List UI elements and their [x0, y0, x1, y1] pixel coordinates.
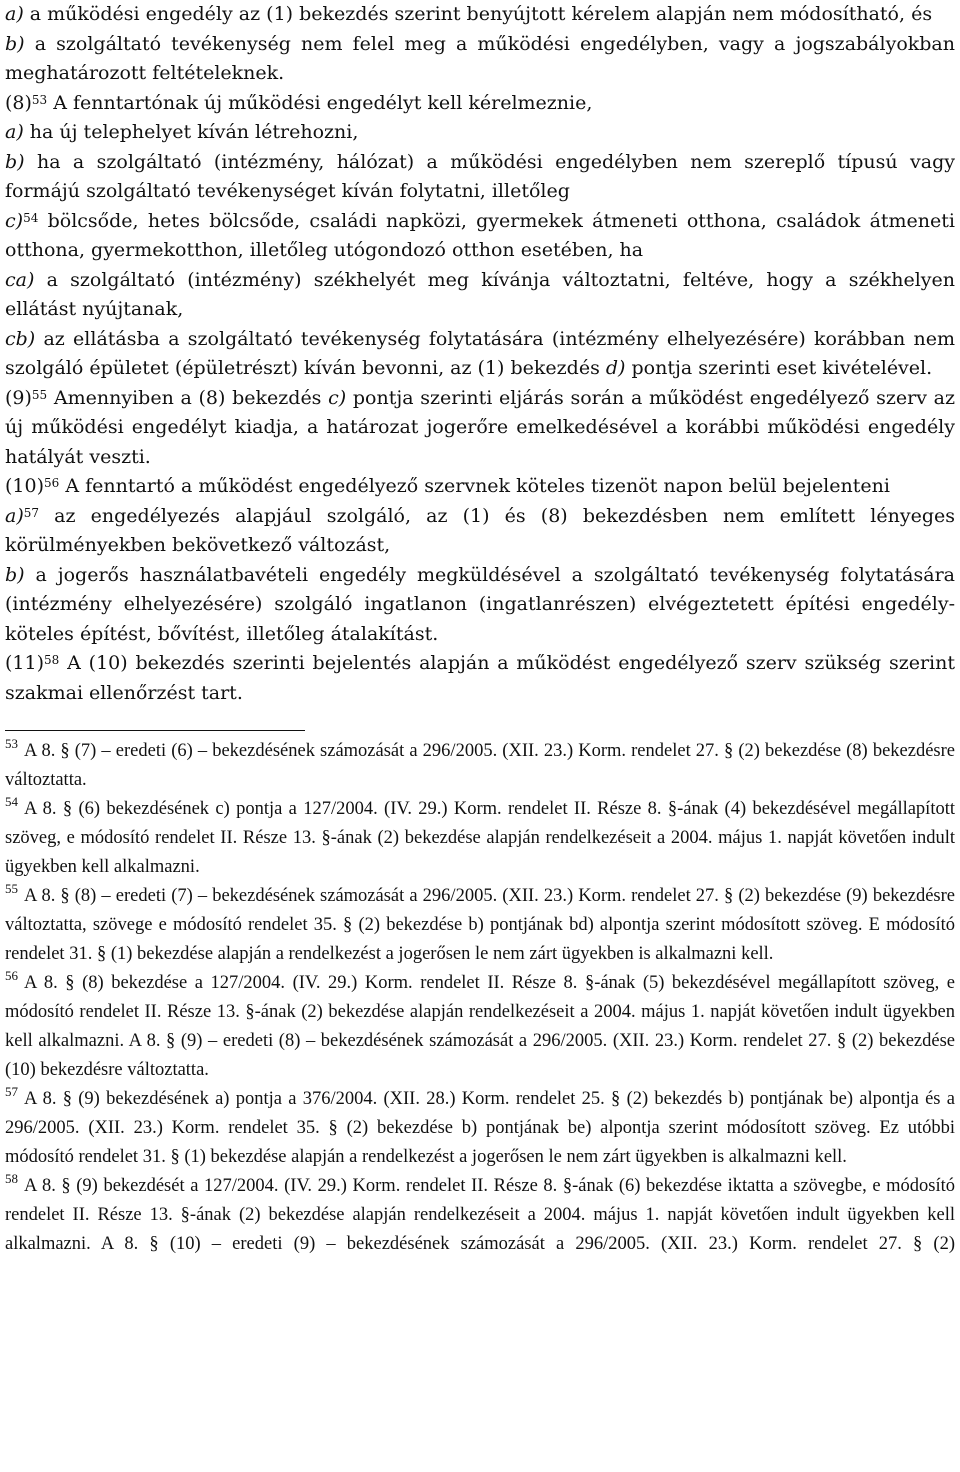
paragraph-number: (8)	[5, 91, 32, 114]
paragraph-8	[5, 89, 955, 119]
main-text	[5, 0, 955, 708]
point-text: ha a szolgáltató (intézmény, hálózat) a működési engedélyben nem szereplő típusú vagy formájú szolgáltató tevékenységet kíván folytatni, illetőleg	[5, 150, 955, 202]
footnote-text: A 8. § (8) – eredeti (7) – bekezdésének számozását a 296/2005. (XII. 23.) Korm. rendelet 27. § (2) bekezdése (9) bekezdésre változtatta, szövege e módosító rendelet 35. § (2) bekezdése b) pontjának bd) alpontja szerint módosított szöveg. E módosító rendelet 31. § (1) bekezdése alapján a rendelkezést a jogerősen le nem zárt ügyekben is alkalmazni kell.	[5, 886, 955, 964]
footnote-number: 56	[5, 968, 18, 983]
point-label: a)	[5, 3, 24, 25]
footnote-ref[interactable]: 56	[44, 476, 60, 490]
footnote-ref[interactable]: 58	[44, 653, 60, 667]
paragraph-8-cb	[5, 325, 955, 384]
footnote	[5, 737, 955, 795]
paragraph-10-b	[5, 561, 955, 650]
point-label: b)	[5, 150, 25, 173]
paragraph-text: A (10) bekezdés szerinti bejelentés alapján a működést engedélyező szerv szükség szerint szakmai ellenőrzést tart.	[5, 652, 955, 704]
point-label: a)	[5, 121, 24, 143]
paragraph-8-a	[5, 118, 955, 148]
point-text: pontja szerinti eset kivételével.	[625, 357, 933, 379]
paragraph-9	[5, 384, 955, 473]
point-label: ca)	[5, 268, 35, 291]
paragraph-11	[5, 649, 955, 708]
footnote-ref[interactable]: 57	[23, 505, 40, 520]
point-text: ha új telephelyet kíván létrehozni,	[23, 121, 359, 143]
point-label: b)	[5, 32, 25, 55]
footnote-text: A 8. § (7) – eredeti (6) – bekezdésének számozását a 296/2005. (XII. 23.) Korm. rendelet 27. § (2) bekezdése (8) bekezdésre változtatta.	[5, 741, 955, 790]
paragraph-8-c	[5, 207, 955, 266]
point-b	[5, 30, 955, 89]
footnote-number: 57	[5, 1084, 18, 1099]
point-label: a)	[5, 504, 24, 527]
footnote	[5, 1172, 955, 1259]
point-text: az ellátásba a szolgáltató tevékenység folytatására (intézmény elhelyezésére) korábban nem szolgáló épületet (épületrészt) kíván bevonni, az (1) bekezdés	[5, 327, 955, 379]
footnote	[5, 795, 955, 882]
paragraph-number: (10)	[5, 475, 45, 497]
point-label: c)	[5, 209, 24, 232]
paragraph-text: A fenntartó a működést engedélyező szervnek köteles tizenöt napon belül bejelenteni	[59, 475, 890, 497]
footnote-number: 54	[5, 794, 18, 809]
point-label: cb)	[5, 327, 36, 350]
footnote	[5, 882, 955, 969]
footnote-text: A 8. § (9) bekezdését a 127/2004. (IV. 29.) Korm. rendelet II. Része 8. §-ának (6) bekezdése iktatta a szövegbe, e módosító rendelet II. Része 13. §-ának (2) bekezdése alapján rendelkezéseit a 2004. május 1. napját követően indult ügyekben kell alkalmazni. A 8. § (10) – eredeti (9) – bekezdésének számozását a 296/2005. (XII. 23.) Korm. rendelet 27. § (2)	[5, 1176, 955, 1254]
paragraph-text: pontja szerinti eljárás során a működést engedélyező szerv az új működési engedélyt kiadja, a határozat jogerőre emelkedésével a korábbi működési engedély hatályát veszti.	[5, 386, 955, 468]
point-text: a működési engedély az (1) bekezdés szerint benyújtott kérelem alapján nem módosítható, és	[23, 3, 933, 25]
footnote-separator	[5, 730, 305, 731]
footnotes	[5, 737, 955, 1259]
document-page	[5, 0, 955, 1259]
point-label: b)	[5, 563, 25, 586]
paragraph-number: (11)	[5, 652, 45, 674]
point-reference: d)	[605, 357, 626, 379]
footnote-number: 55	[5, 881, 18, 896]
footnote-text: A 8. § (8) bekezdése a 127/2004. (IV. 29.) Korm. rendelet II. Része 8. §-ának (5) bekezdésével megállapított szöveg, e módosító rendelet II. Része 13. §-ának (2) bekezdése alapján rendelkezéseit a 2004. május 1. napját követően indult ügyekben kell alkalmazni. A 8. § (9) – eredeti (8) – bekezdésének számozását a 296/2005. (XII. 23.) Korm. rendelet 27. § (2) bekezdése (10) bekezdésre változtatta.	[5, 973, 955, 1080]
paragraph-8-b	[5, 148, 955, 207]
footnote-number: 53	[5, 736, 18, 751]
footnote-ref[interactable]: 55	[31, 387, 48, 402]
point-text: a szolgáltató (intézmény) székhelyét meg kívánja változtatni, feltéve, hogy a székhelyen ellátást nyújtanak,	[5, 268, 955, 320]
point-text: az engedélyezés alapjául szolgáló, az (1) és (8) bekezdésben nem említett lényeges körülményekben bekövetkező változást,	[5, 504, 955, 556]
paragraph-10-a	[5, 502, 955, 561]
point-reference: c)	[328, 386, 347, 409]
paragraph-number: (9)	[5, 386, 32, 409]
paragraph-text: Amennyiben a (8) bekezdés	[47, 386, 329, 409]
footnote	[5, 969, 955, 1085]
point-a	[5, 0, 955, 30]
footnote-number: 58	[5, 1171, 18, 1186]
paragraph-text: A fenntartónak új működési engedélyt kell kérelmeznie,	[47, 91, 593, 114]
footnote-text: A 8. § (6) bekezdésének c) pontja a 127/2004. (IV. 29.) Korm. rendelet II. Része 8. §-ának (4) bekezdésével megállapított szöveg, e módosító rendelet II. Része 13. §-ának (2) bekezdése alapján rendelkezéseit a 2004. május 1. napját követően indult ügyekben kell alkalmazni.	[5, 799, 955, 877]
paragraph-10	[5, 472, 955, 502]
point-text: bölcsőde, hetes bölcsőde, családi napközi, gyermekek átmeneti otthona, családok átmeneti otthona, gyermekotthon, illetőleg utógondozó otthon esetében, ha	[5, 209, 955, 261]
footnote	[5, 1085, 955, 1172]
footnote-ref[interactable]: 54	[23, 210, 39, 225]
paragraph-8-ca	[5, 266, 955, 325]
footnote-text: A 8. § (9) bekezdésének a) pontja a 376/2004. (XII. 28.) Korm. rendelet 25. § (2) bekezdés b) pontjának be) alpontja és a 296/2005. (XII. 23.) Korm. rendelet 35. § (2) bekezdése b) pontjának be) alpontja szerint módosított szöveg. Ez utóbbi módosító rendelet 31. § (1) bekezdése alapján a rendelkezést a jogerősen le nem zárt ügyekben is alkalmazni kell.	[5, 1089, 955, 1167]
point-text: a szolgáltató tevékenység nem felel meg a működési engedélyben, vagy a jogszabályokban meghatározott feltételeknek.	[5, 32, 955, 84]
point-text: a jogerős használatbavételi engedély megküldésével a szolgáltató tevékenység folytatására (intézmény elhelyezésére) szolgáló ingatlanon (ingatlanrészen) elvégeztetett építési engedély-köteles építést, bővítést, illetőleg átalakítást.	[5, 563, 955, 645]
footnote-ref[interactable]: 53	[31, 92, 48, 107]
